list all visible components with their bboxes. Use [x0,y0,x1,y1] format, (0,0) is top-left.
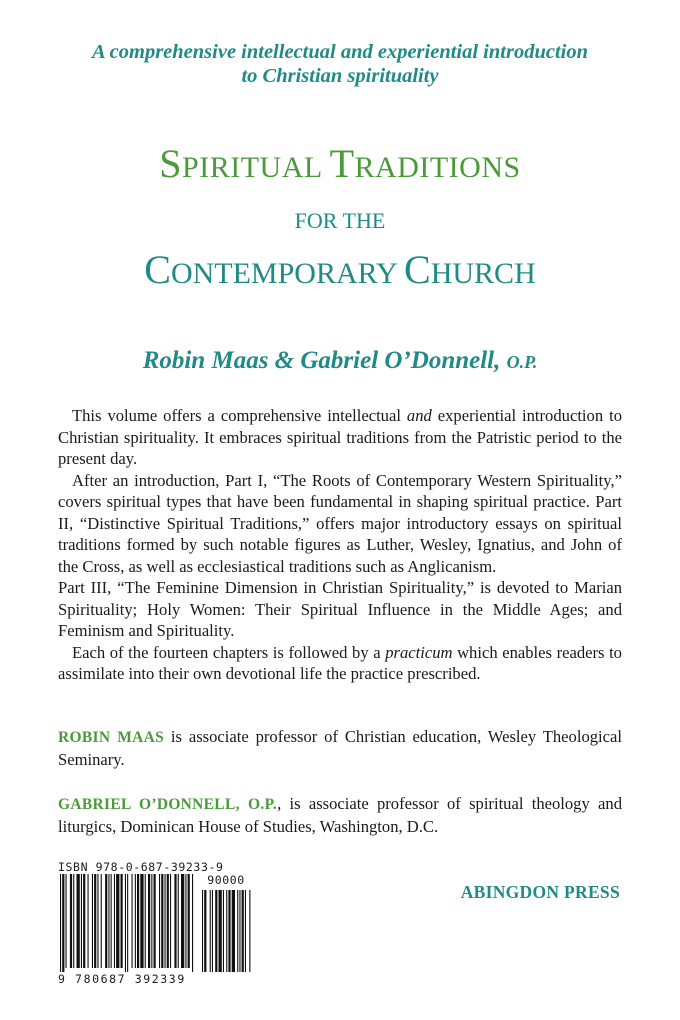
tagline-line-2: to Christian spirituality [241,65,439,87]
bio-gabriel-odonnell: GABRIEL O’DONNELL, O.P., is associate professor of spiritual theology and liturgics, Dominican House of Studies, Washington, D.C. [58,794,622,836]
paragraph-4: Each of the fourteen chapters is followed by a practicum which enables readers to assimilate into their own devotional life the practice prescribed. [58,642,622,683]
title-for-the: FOR THE [294,208,386,233]
bio-name-odonnell: GABRIEL O’DONNELL, O.P. [58,796,278,813]
bio-name-maas: ROBIN MAAS [58,729,165,746]
paragraph-1: This volume offers a comprehensive intellectual and experiential introduction to Christian spirituality. It embraces spiritual traditions from the Patristic period to the present day. [58,406,622,468]
title-contemporary-church: CONTEMPORARY CHURCH [144,247,536,292]
paragraph-3: Part III, “The Feminine Dimension in Christian Spirituality,” is devoted to Marian Spirituality; Holy Women: Their Spiritual Influence in the Middle Ages; and Feminism and Spirituality. [58,578,622,640]
bio-robin-maas: ROBIN MAAS is associate professor of Christian education, Wesley Theological Seminary. [58,727,623,769]
authors [0,346,680,377]
ean-digits: 9 780687 392339 [58,972,186,986]
title-spiritual-traditions: SPIRITUAL TRADITIONS [159,141,521,186]
price-code: 90000 [207,873,245,887]
author-suffix: O.P. [506,352,538,372]
author-names: Robin Maas & Gabriel O’Donnell, [142,347,501,374]
publisher: ABINGDON PRESS [460,882,620,902]
tagline [40,40,640,88]
paragraph-2: After an introduction, Part I, “The Roots of Contemporary Western Spirituality,” covers spiritual types that have been fundamental in shaping spiritual practice. Part II, “Distinctive Spiritual Traditions,” offers major introductory essays on spiritual traditions formed by such notable figures as Luther, Wesley, Ignatius, and John of the Cross, as well as ecclesiastical traditions such as Anglicanism. [58,470,622,576]
isbn-text: ISBN 978-0-687-39233-9 [58,860,224,874]
ean-barcode-icon [58,874,254,972]
tagline-line-1: A comprehensive intellectual and experiential introduction [91,41,588,63]
barcode [58,860,254,988]
description [58,405,622,685]
